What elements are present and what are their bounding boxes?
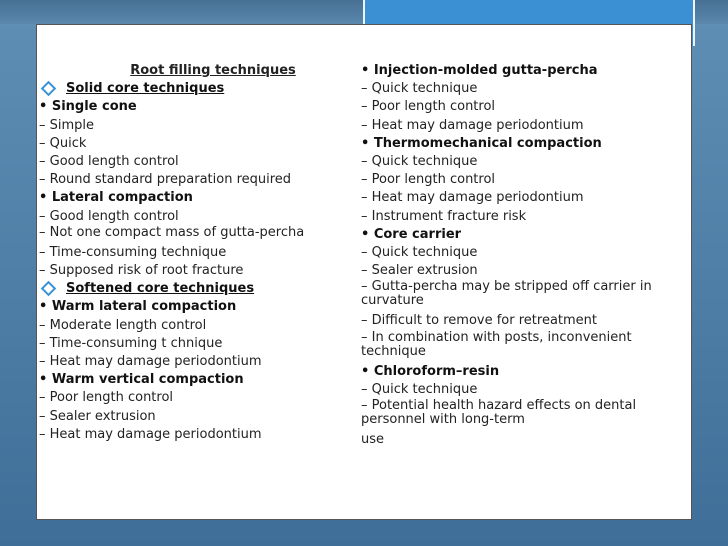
- left-column: [39, 62, 357, 444]
- right-line-7: – Heat may damage periodontium: [361, 190, 584, 206]
- right-line-15: • Chloroform–resin: [361, 363, 500, 379]
- right-line-11: – Sealer extrusion: [361, 263, 478, 279]
- right-line-5: – Quick technique: [361, 154, 478, 170]
- left-line-15: – Time-consuming t chnique: [39, 335, 223, 351]
- right-line-13: – Difficult to remove for retreatment: [361, 313, 598, 329]
- right-line-18: use: [361, 432, 385, 448]
- left-line-17: • Warm vertical compaction: [39, 372, 244, 388]
- left-line-5: – Good length control: [39, 154, 179, 170]
- left-line-7: • Lateral compaction: [39, 190, 193, 206]
- right-line-10: – Quick technique: [361, 245, 478, 261]
- right-column: [361, 62, 683, 449]
- left-line-20: – Heat may damage periodontium: [39, 426, 262, 442]
- right-line-14: – In combination with posts, inconvenient technique: [361, 329, 632, 359]
- left-line-6: – Round standard preparation required: [39, 172, 292, 188]
- left-line-13: • Warm lateral compaction: [39, 299, 237, 315]
- right-line-6: – Poor length control: [361, 172, 496, 188]
- left-line-8: – Good length control: [39, 208, 179, 224]
- right-line-17: – Potential health hazard effects on dental personnel with long-term: [361, 398, 637, 428]
- left-line-1: Solid core techniques: [39, 80, 357, 98]
- left-line-4: – Quick: [39, 135, 87, 151]
- left-line-3: – Simple: [39, 117, 95, 133]
- right-line-3: – Heat may damage periodontium: [361, 117, 584, 133]
- right-line-12: – Gutta-percha may be stripped off carrier in curvature: [361, 279, 652, 309]
- slide-title: Root filling techniques: [130, 63, 296, 78]
- right-line-16: – Quick technique: [361, 381, 478, 397]
- right-line-0: • Injection-molded gutta-percha: [361, 63, 598, 78]
- bullet-icon: [41, 280, 57, 296]
- right-line-8: – Instrument fracture risk: [361, 208, 527, 224]
- right-line-4: • Thermomechanical compaction: [361, 135, 602, 151]
- left-line-18: – Poor length control: [39, 390, 174, 406]
- left-line-12: Softened core techniques: [39, 280, 357, 298]
- right-line-9: • Core carrier: [361, 226, 462, 242]
- right-line-2: – Poor length control: [361, 99, 496, 115]
- left-line-11: – Supposed risk of root fracture: [39, 263, 244, 279]
- left-line-16: – Heat may damage periodontium: [39, 354, 262, 370]
- left-line-19: – Sealer extrusion: [39, 408, 156, 424]
- content-panel: [36, 24, 692, 520]
- bullet-icon: [41, 80, 57, 96]
- right-line-1: – Quick technique: [361, 81, 478, 97]
- left-line-2: • Single cone: [39, 99, 137, 115]
- left-line-10: – Time-consuming technique: [39, 244, 227, 260]
- left-line-14: – Moderate length control: [39, 317, 207, 333]
- left-line-9: – Not one compact mass of gutta-percha: [39, 224, 305, 240]
